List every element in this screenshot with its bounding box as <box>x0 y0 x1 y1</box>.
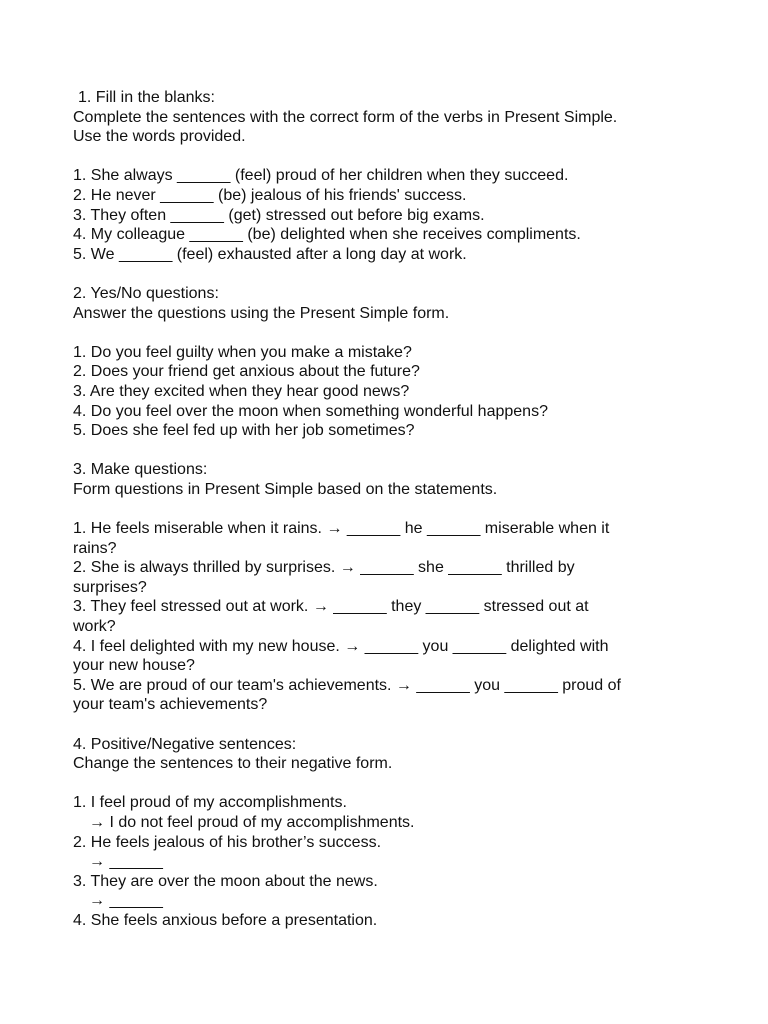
exercise-item: 2. He never ______ (be) jealous of his friends' success. <box>73 186 467 204</box>
section-instruction: Form questions in Present Simple based on the statements. <box>73 480 498 498</box>
exercise-item: 1. Do you feel guilty when you make a mistake? <box>73 343 412 361</box>
exercise-item: 1. I feel proud of my accomplishments. <box>73 794 347 812</box>
section-heading: 4. Positive/Negative sentences: <box>73 735 297 753</box>
exercise-answer-blank: → ______ <box>89 892 163 910</box>
spacer <box>73 147 713 167</box>
exercise-item: 4. I feel delighted with my new house. → ______ you ______ delighted with <box>73 637 609 655</box>
exercise-item-continuation: your new house? <box>73 657 195 675</box>
exercise-item: 2. He feels jealous of his brother’s success. <box>73 833 382 851</box>
exercise-item: 2. Does your friend get anxious about the future? <box>73 363 420 381</box>
exercise-item-continuation: work? <box>73 618 116 636</box>
section-instruction: Complete the sentences with the correct form of the verbs in Present Simple. <box>73 108 618 126</box>
section-fill-in-blanks <box>73 88 713 264</box>
section-instruction: Change the sentences to their negative form. <box>73 755 393 773</box>
exercise-item: 3. They often ______ (get) stressed out before big exams. <box>73 206 485 224</box>
exercise-item: 4. She feels anxious before a presentation. <box>73 911 378 929</box>
exercise-item: 4. Do you feel over the moon when something wonderful happens? <box>73 402 548 420</box>
spacer <box>73 323 713 343</box>
exercise-item-continuation: surprises? <box>73 578 147 596</box>
spacer <box>73 441 713 461</box>
exercise-item: 1. He feels miserable when it rains. → ______ he ______ miserable when it <box>73 520 610 538</box>
exercise-item: 3. They are over the moon about the news. <box>73 872 378 890</box>
worksheet <box>73 88 713 931</box>
section-instruction: Answer the questions using the Present Simple form. <box>73 304 450 322</box>
exercise-item-continuation: rains? <box>73 539 117 557</box>
exercise-answer: → I do not feel proud of my accomplishments. <box>89 813 415 831</box>
section-heading: 3. Make questions: <box>73 461 208 479</box>
spacer <box>73 774 713 794</box>
spacer <box>73 499 713 519</box>
exercise-item-continuation: your team's achievements? <box>73 696 268 714</box>
exercise-item: 2. She is always thrilled by surprises. → ______ she ______ thrilled by <box>73 559 575 577</box>
exercise-item: 3. Are they excited when they hear good news? <box>73 382 410 400</box>
exercise-item: 5. We are proud of our team's achievements. → ______ you ______ proud of <box>73 676 621 694</box>
section-make-questions <box>73 460 713 715</box>
exercise-item: 5. We ______ (feel) exhausted after a long day at work. <box>73 245 467 263</box>
section-heading: 1. Fill in the blanks: <box>78 89 215 106</box>
spacer <box>73 715 713 735</box>
exercise-item: 3. They feel stressed out at work. → ______ they ______ stressed out at <box>73 598 589 616</box>
section-positive-negative <box>73 735 713 931</box>
exercise-item: 4. My colleague ______ (be) delighted when she receives compliments. <box>73 226 581 244</box>
exercise-item: 5. Does she feel fed up with her job sometimes? <box>73 422 415 440</box>
exercise-answer-blank: → ______ <box>89 853 163 871</box>
section-instruction: Use the words provided. <box>73 128 246 146</box>
section-heading: 2. Yes/No questions: <box>73 284 219 302</box>
exercise-item: 1. She always ______ (feel) proud of her children when they succeed. <box>73 167 569 185</box>
spacer <box>73 264 713 284</box>
section-yes-no-questions <box>73 284 713 441</box>
